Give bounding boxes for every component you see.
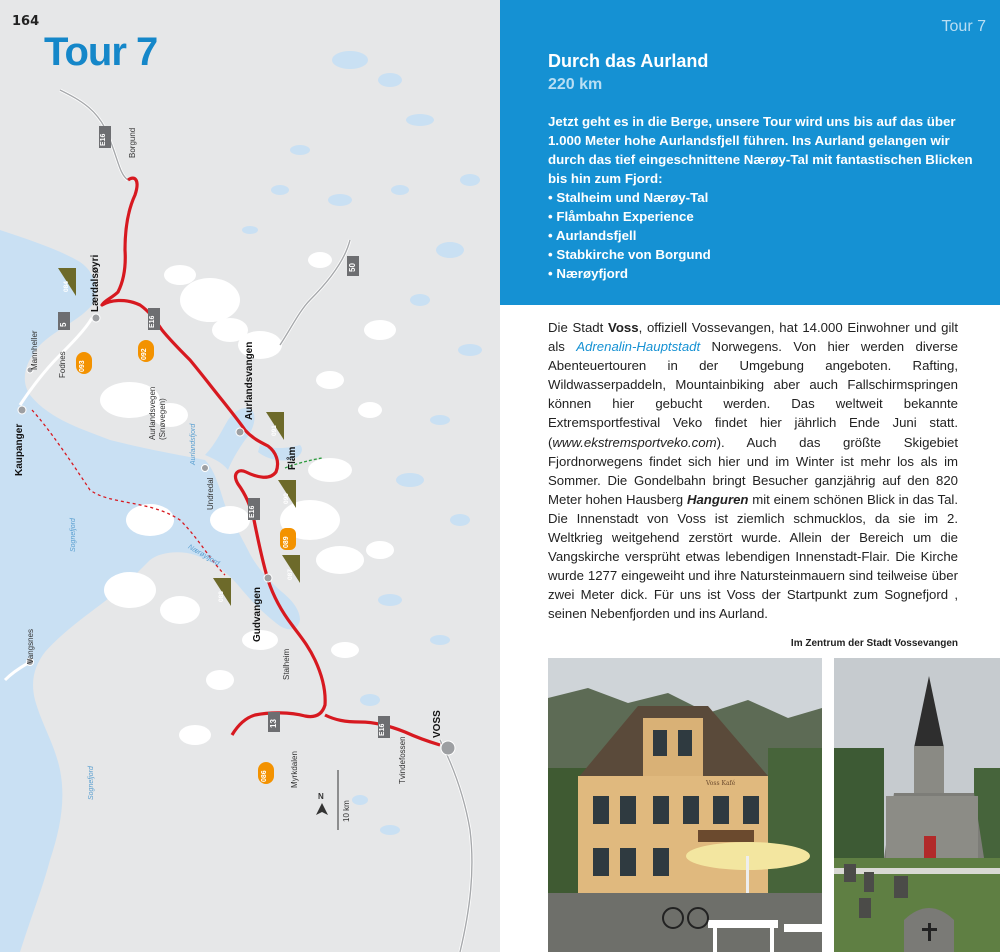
north-arrow (316, 803, 328, 815)
highlight-item: • Flåmbahn Experience (548, 209, 694, 224)
label-sognefjord-1: Sognefjord (70, 518, 77, 552)
body-paragraph (548, 318, 958, 624)
road-label-e16-d: E16 (379, 723, 386, 736)
label-tvindefossen: Tvindefossen (398, 736, 407, 784)
road-label-e16-b: E16 (149, 315, 156, 328)
text-run: mit einem schönen Blick in das Tal. Die Innenstadt von Voss ist ziemlich schmucklos, da sie im 2. Weltkrieg weitgehend zerstört wurde. Allein der Bereich um die Vangskirche versprüht etwas lebendigen Innenstadt-Flair. Die Kirche wurde 1277 eingeweiht und ihre Natursteinmauern sind teilweise über zwei Meter dick. Für uns ist Voss der Startpunkt zum Sognefjord , seinen Nebenfjorden und ins Aurland. (548, 491, 959, 622)
road-label-5: 5 (59, 322, 68, 327)
marker-092: 092 (141, 348, 148, 360)
marker-087: 087 (287, 569, 294, 580)
road-label-e16-a: E16 (100, 133, 107, 146)
north-label: N (318, 792, 324, 801)
marker-089: 089 (283, 536, 290, 548)
hanguren-bold: Hanguren (686, 491, 749, 507)
veko-url: www.ekstremsportveko.com (552, 434, 717, 450)
label-aurlandsfjord: Aurlandsfjord (190, 423, 197, 465)
label-flam: Flåm (287, 446, 298, 470)
text-run: ). Auch das größte Skigebiet Fjordnorwegens findet sich hier und im Winter ist mehr los als im Sommer. Die Gondelbahn bringt Besucher ganzjährig auf den 820 Meter hohen Hausberg (548, 434, 958, 507)
label-voss: VOSS (432, 710, 443, 738)
marker-088: 088 (218, 591, 225, 602)
label-borgund: Borgund (128, 127, 137, 158)
road-label-13: 13 (269, 719, 278, 728)
highlight-item: • Nærøyfjord (548, 266, 629, 281)
voss-bold: Voss (608, 320, 639, 335)
label-sognefjord-2: Sognefjord (88, 766, 95, 800)
marker-090: 090 (283, 493, 290, 504)
photo-caption: Im Zentrum der Stadt Vossevangen (790, 638, 958, 649)
kafe-sign: Voss Kafé (706, 780, 736, 787)
page-number: 164 (12, 14, 40, 29)
road-label-e16-c: E16 (249, 505, 256, 518)
marker-091: 091 (271, 425, 278, 436)
kafe-illustration (548, 658, 822, 952)
adrenalin-highlight: Adrenalin-Hauptstadt (576, 339, 701, 355)
highlight-item: • Stalheim und Nærøy-Tal (548, 190, 709, 205)
text-run: Die Stadt (548, 320, 609, 335)
label-laerdalsoyri: Lærdalsøyri (90, 254, 101, 312)
tour-heading: Tour 7 (44, 30, 158, 74)
label-myrkdalen: Myrkdalen (290, 751, 299, 788)
text-run: Norwegens. Von hier werden diverse Abenteuertouren in der Umgebung angeboten. Rafting, Wildwasserpaddeln, Mountainbiking aber auch Fallschirmspringen können hier gebucht werden. Das weltweit bekannte Extremsportfestival Veko findet hier jährlich Ende Juni statt. ( (548, 339, 958, 450)
label-aurlandsvangen: Aurlandsvangen (244, 341, 255, 420)
tour-distance: 220 km (548, 76, 603, 93)
label-naeroyfjord: Nærøyfjord (186, 543, 221, 568)
tour-info-box (500, 0, 1000, 305)
label-kaupanger: Kaupanger (14, 423, 25, 476)
road-label-50: 50 (348, 263, 357, 272)
marker-086: 086 (261, 770, 268, 782)
label-mannheller: Mannheller (30, 330, 39, 370)
label-stalheim: Stalheim (282, 648, 291, 680)
label-gudvangen: Gudvangen (252, 586, 263, 642)
highlight-item: • Stabkirche von Borgund (548, 247, 711, 262)
photo-vangskirche (834, 658, 1000, 952)
label-snovegen: (Snøvegen) (158, 398, 167, 440)
intro-text: Jetzt geht es in die Berge, unsere Tour wird uns bis auf das über 1.000 Meter hohe Aurlandsfjell führen. Ins Aurland gelangen wir durch das tief eingeschnittene Nærøy-Tal mit fantastischen Blicken bis hin zum Fjord: (548, 114, 973, 186)
label-fodnes: Fodnes (58, 351, 67, 378)
tour-intro (548, 112, 978, 283)
label-undredal: Undredal (206, 477, 215, 510)
tour-name: Durch das Aurland (548, 51, 709, 71)
church-illustration (834, 658, 1000, 952)
label-vangsnes: Vangsnes (26, 629, 35, 664)
highlights-list (548, 188, 978, 283)
scale-label: 10 km (342, 800, 351, 822)
tour-tag: Tour 7 (941, 18, 986, 35)
marker-093: 093 (79, 360, 86, 372)
marker-084: 084 (63, 281, 70, 292)
photo-kafe-building (548, 658, 822, 952)
highlight-item: • Aurlandsfjell (548, 228, 637, 243)
label-aurlandsvegen: Aurlandsvegen (148, 386, 157, 440)
text-run: , offiziell Vossevangen, hat 14.000 Einwohner und gilt als (548, 320, 958, 355)
